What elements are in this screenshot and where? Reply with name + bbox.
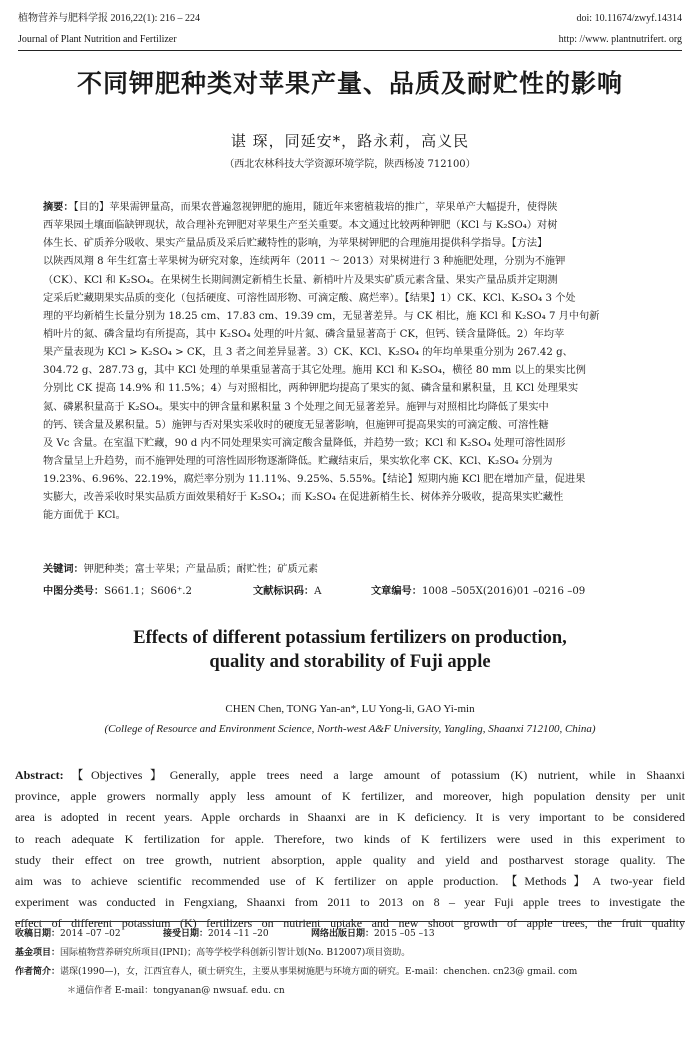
footnote-corresponding: ＊通信作者 E-mail：tongyanan@ nwsuaf. edu. cn <box>67 986 285 996</box>
received-date: 收稿日期：2014 –07 –02 <box>15 929 121 939</box>
abstract-cn-label: 摘要： <box>43 202 74 213</box>
abstract-en-line: experiment was conducted in Fengxiang, Shaanxi from 2011 to 2013 on 8 – year Fuji apple trees to investigate the <box>15 895 685 910</box>
journal-en-name: Journal of Plant Nutrition and Fertilizer <box>18 34 177 45</box>
abstract-en-line: Abstract:【Objectives】Generally, apple trees need a large amount of potassium (K) nutrient, while in Shaanxi <box>15 768 685 782</box>
journal-cn-citation: 植物营养与肥料学报 2016,22(1): 216 – 224 <box>18 13 200 24</box>
abstract-cn-line: （CK）、KCl 和 K₂SO₄。在果树生长期间测定新梢生长量、新梢叶片及果实矿质元素含量、果实产量品质并定期测 <box>43 274 558 286</box>
title-en <box>0 626 700 674</box>
abstract-en-line: to reach adequate K fertilization for apple. Therefore, two kinds of K fertilizers were used in this experiment to <box>15 831 685 846</box>
abstract-en-line: area is adopted in recent years. Apple orchards in Shaanxi are in K deficiency. It is very important to be considered <box>15 810 685 825</box>
abstract-en-line: province, apple growers normally apply less amount of K fertilizer, and moreover, high population density per unit <box>15 789 685 804</box>
abstract-cn-line: 及 Vc 含量。在室温下贮藏，90 d 内不同处理果实可滴定酸含量降低，并趋势一致；KCl 和 K₂SO₄ 处理可溶性固形 <box>43 437 566 449</box>
footnote-rule <box>15 921 685 922</box>
abstract-cn-line: 304.72 g、287.73 g，其中 KCl 处理的单果重显著高于其它处理。施用 KCl 和 K₂SO₄，横径 80 mm 以上的果实比例 <box>43 365 586 377</box>
authors-en: CHEN Chen, TONG Yan-an*, LU Yong-li, GAO Yi-min <box>225 703 475 715</box>
abstract-cn-line: 以陕西凤翔 8 年生红富士苹果树为研究对象，连续两年（2011 ～ 2013）对果树进行 3 种施肥处理，分别为不施钾 <box>43 256 566 268</box>
abstract-cn-line: 梢叶片的氮、磷含量均有所提高，其中 K₂SO₄ 处理的叶片氮、磷含量显著高于 CK，但钙、镁含量降低。2）年均苹 <box>43 328 565 340</box>
abstract-cn-line: 的钙、镁含量及累积量。5）施钾与否对果实采收时的硬度无显著影响，但施钾可提高果实的可滴定酸、可溶性糖 <box>43 419 549 431</box>
abstract-cn-line: 摘要：【目的】苹果需钾量高，而果农普遍忽视钾肥的施用，随近年来密植栽培的推广，苹果单产大幅提升，使得陕 <box>43 202 558 213</box>
abstract-en-line: aim was to achieve scientific recommended use of K fertilizer on apple production.【Methods】A two-year field <box>15 873 685 888</box>
abstract-cn-line: 能方面优于 KCl。 <box>43 510 126 522</box>
abstract-cn <box>43 199 657 526</box>
abstract-cn-line: 体生长、矿质养分吸收、果实产量品质及采后贮藏特性的影响，为苹果树钾肥的合理施用提供科学指导。【方法】 <box>43 238 548 250</box>
abstract-en-line: effect of different potassium (K) fertilizers on nutrient uptake and new shoot growth of apple trees, the fruit quality <box>15 916 685 931</box>
abstract-cn-line: 西苹果园土壤面临缺钾现状，故合理补充钾肥对苹果生产至关重要。本文通过比较两种钾肥（KCl 与 K₂SO₄）对树 <box>43 220 558 232</box>
article-number: 文章编号：1008 –505X(2016)01 –0216 –09 <box>371 586 586 597</box>
keywords-cn <box>43 561 657 579</box>
footnote-funding: 基金项目：国际植物营养研究所项目(IPNI)；高等学校学科创新引智计划(No. B12007)项目资助。 <box>15 948 411 958</box>
title-en-line2: quality and storability of Fuji apple <box>209 652 491 672</box>
affiliation-cn: （西北农林科技大学资源环境学院，陕西杨凌 712100） <box>224 159 476 170</box>
abstract-cn-line: 物含量呈上升趋势，而不施钾处理的可溶性固形物逐渐降低。贮藏结束后，果实软化率 CK、KCl、K₂SO₄ 分别为 <box>43 455 553 467</box>
journal-url-link[interactable]: http: //www. plantnutrifert. org <box>558 34 682 45</box>
accepted-date: 接受日期：2014 –11 –20 <box>163 929 269 939</box>
keywords-cn-text: 钾肥种类；富士苹果；产量品质；耐贮性；矿质元素 <box>83 564 319 575</box>
abstract-en <box>15 765 685 935</box>
abstract-cn-line: 19.23%、6.96%、22.19%，腐烂率分别为 11.11%、9.25%、5.55%。【结论】短期内施 KCl 肥在增加产量，促进果 <box>43 474 586 486</box>
abstract-cn-line: 果产量表现为 KCl > K₂SO₄ > CK，且 3 者之间差异显著。3）CK、KCl、K₂SO₄ 的年均单果重分别为 267.42 g、 <box>43 347 573 359</box>
online-date: 网络出版日期：2015 –05 –13 <box>311 929 435 939</box>
abstract-cn-line: 定采后贮藏期果实品质的变化（包括硬度、可溶性固形物、可滴定酸、腐烂率）。【结果】1）CK、KCl、K₂SO₄ 3 个处 <box>43 292 576 304</box>
header-rule <box>18 50 682 51</box>
abstract-cn-line: 理的平均新梢生长量分别为 18.25 cm、17.83 cm、19.39 cm，无显著差异。与 CK 相比，施 KCl 和 K₂SO₄ 7 月中旬新 <box>43 310 600 322</box>
affiliation-en: (College of Resource and Environment Science, North-west A&F University, Yangling, Shaanxi 712100, China) <box>104 723 596 735</box>
abstract-en-line: study their effect on tree growth, nutrient absorption, apple quality and yield and postharvest storage quality. The <box>15 852 685 867</box>
authors-cn: 谌 琛，同延安*，路永莉，高义民 <box>230 132 470 150</box>
abstract-cn-line: 分别比 CK 提高 14.9% 和 11.5%；4）与对照相比，两种钾肥均提高了果实的氮、磷含量和累积量，且 KCl 处理果实 <box>43 383 579 395</box>
document-code: 文献标识码：A <box>253 586 322 597</box>
footnote-author: 作者简介：谌琛(1990—)，女，江西宜春人，硕士研究生，主要从事果树施肥与环境方面的研究。E-mail：chenchen. cn23@ gmail. com <box>15 967 578 977</box>
title-en-line1: Effects of different potassium fertilizers on production, <box>133 628 567 648</box>
doi-link[interactable]: doi: 10.11674/zwyf.14314 <box>576 13 682 24</box>
abstract-cn-line: 氮、磷累积量高于 K₂SO₄。果实中的钾含量和累积量 3 个处理之间无显著差异。施钾与对照相比均降低了果实中 <box>43 401 549 413</box>
abstract-cn-line: 实膨大，改善采收时果实品质方面效果稍好于 K₂SO₄；而 K₂SO₄ 在促进新梢生长、树体养分吸收，提高果实贮藏性 <box>43 492 564 504</box>
title-cn: 不同钾肥种类对苹果产量、品质及耐贮性的影响 <box>76 69 623 98</box>
abstract-en-label: Abstract: <box>15 768 64 782</box>
keywords-cn-label: 关键词： <box>43 564 84 575</box>
clc-number: 中图分类号：S661.1；S606⁺.2 <box>43 586 192 597</box>
